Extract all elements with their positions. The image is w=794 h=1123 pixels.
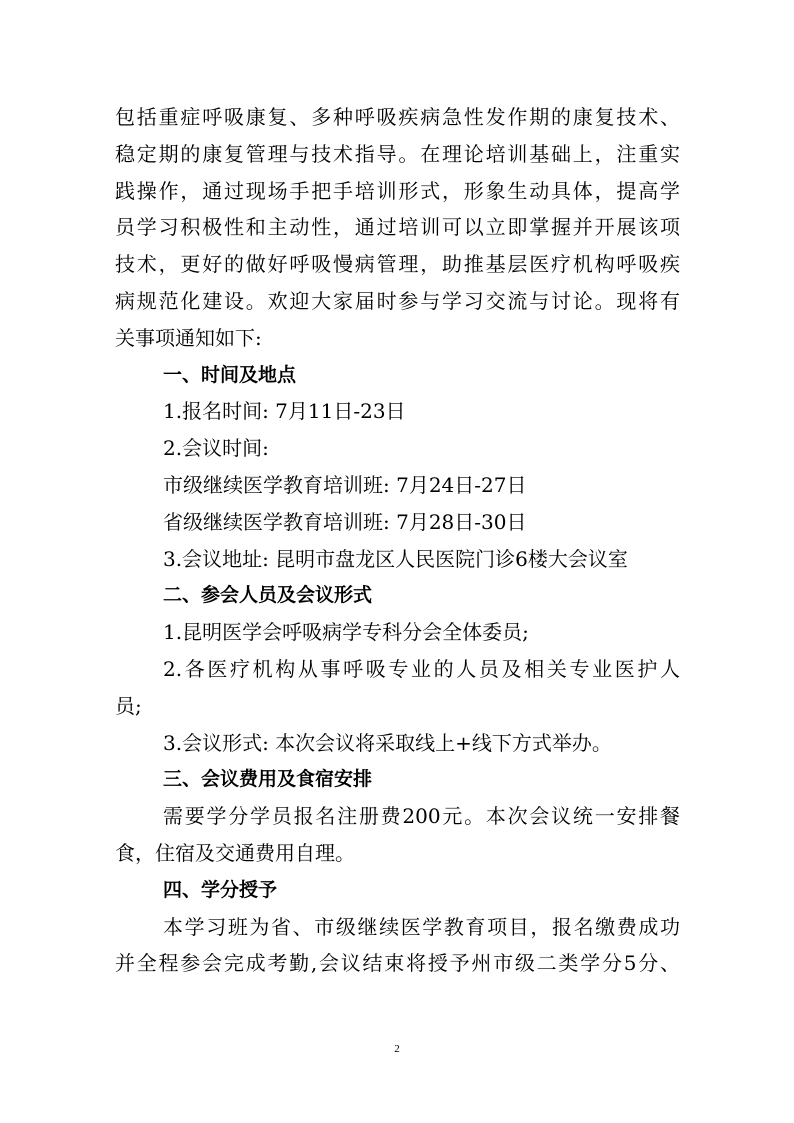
section-heading-time-location: 一、时间及地点 [163, 363, 297, 386]
body-text-line: 食，住宿及交通费用自理。 [115, 840, 355, 865]
body-text-line: 包括重症呼吸康复、多种呼吸疾病急性发作期的康复技术、 [115, 105, 680, 129]
section-heading-fees: 三、会议费用及食宿安排 [163, 768, 373, 791]
section-heading-credits: 四、学分授予 [163, 878, 278, 901]
body-text-line: 技术，更好的做好呼吸慢病管理，助推基层医疗机构呼吸疾 [115, 252, 680, 277]
document-body [115, 99, 680, 982]
list-item: 省级继续医学教育培训班: 7月28日-30日 [163, 509, 527, 534]
body-text-line: 稳定期的康复管理与技术指导。在理论培训基础上，注重实 [115, 141, 680, 166]
list-item-continuation: 员; [115, 693, 142, 718]
body-text-line: 病规范化建设。欢迎大家届时参与学习交流与讨论。现将有 [115, 288, 680, 313]
list-item: 1.报名时间: 7月11日-23日 [163, 399, 406, 424]
list-item: 2.各医疗机构从事呼吸专业的人员及相关专业医护人 [163, 656, 680, 681]
body-text-line: 需要学分学员报名注册费200元。本次会议统一安排餐 [163, 804, 680, 829]
body-text-line: 本学习班为省、市级继续医学教育项目，报名缴费成功 [163, 914, 680, 939]
body-text-line: 关事项通知如下: [115, 325, 262, 350]
body-text-line: 员学习积极性和主动性，通过培训可以立即掌握并开展该项 [115, 215, 680, 240]
list-item: 3.会议形式: 本次会议将采取线上+线下方式举办。 [163, 730, 612, 755]
list-item: 2.会议时间: [163, 436, 269, 461]
list-item: 3.会议地址: 昆明市盘龙区人民医院门诊6楼大会议室 [163, 546, 628, 571]
section-heading-participants: 二、参会人员及会议形式 [163, 584, 373, 607]
body-text-line: 并全程参会完成考勤,会议结束将授予州市级二类学分5分、 [115, 951, 680, 976]
list-item: 1.昆明医学会呼吸病学专科分会全体委员; [163, 620, 529, 645]
page-number: 2 [394, 1043, 400, 1055]
body-text-line: 践操作，通过现场手把手培训形式，形象生动具体，提高学 [115, 178, 680, 203]
list-item: 市级继续医学教育培训班: 7月24日-27日 [163, 472, 527, 497]
